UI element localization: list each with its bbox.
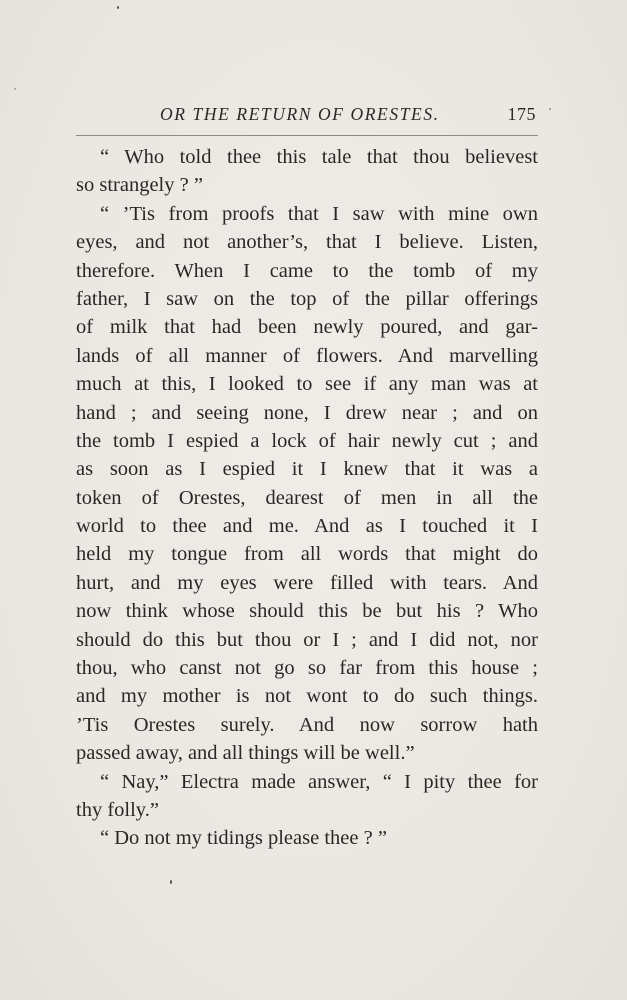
ink-speck — [170, 880, 172, 884]
text-line: father, I saw on the top of the pillar offerings — [76, 287, 538, 310]
ink-speck — [549, 108, 551, 110]
text-line: therefore. When I came to the tomb of my — [76, 259, 538, 282]
text-line: “ Do not my tidings please thee ? ” — [100, 827, 387, 850]
text-line: passed away, and all things will be well.” — [76, 742, 415, 765]
text-line: world to thee and me. And as I touched it I — [76, 515, 538, 538]
ink-speck — [14, 88, 16, 90]
text-line: should do this but thou or I ; and I did not, nor — [76, 628, 538, 651]
text-line: “ Nay,” Electra made answer, “ I pity thee for — [100, 770, 538, 793]
text-line: held my tongue from all words that might do — [76, 543, 538, 566]
text-line: hurt, and my eyes were filled with tears. And — [76, 571, 538, 594]
ink-speck — [117, 6, 119, 9]
text-line: lands of all manner of flowers. And marvelling — [76, 344, 538, 367]
header-rule — [76, 135, 538, 136]
text-line: eyes, and not another’s, that I believe. Listen, — [76, 231, 538, 254]
text-line: thou, who canst not go so far from this house ; — [76, 657, 538, 680]
text-line: hand ; and seeing none, I drew near ; and on — [76, 401, 538, 424]
text-line: now think whose should this be but his ? Who — [76, 600, 538, 623]
text-line: the tomb I espied a lock of hair newly cut ; and — [76, 429, 538, 452]
text-line: of milk that had been newly poured, and gar- — [76, 316, 538, 339]
text-line: as soon as I espied it I knew that it was a — [76, 458, 538, 481]
body-text — [76, 143, 538, 853]
text-line: token of Orestes, dearest of men in all the — [76, 486, 538, 509]
running-head — [76, 100, 538, 128]
text-line: thy folly.” — [76, 798, 159, 821]
text-line: and my mother is not wont to do such things. — [76, 685, 538, 708]
text-line: “ ’Tis from proofs that I saw with mine own — [100, 202, 538, 225]
text-line: so strangely ? ” — [76, 174, 203, 197]
text-line: “ Who told thee this tale that thou believest — [100, 146, 538, 168]
page-number: 175 — [507, 104, 536, 124]
text-line: much at this, I looked to see if any man was at — [76, 373, 538, 396]
running-title: OR THE RETURN OF ORESTES. — [160, 104, 440, 124]
text-line: ’Tis Orestes surely. And now sorrow hath — [76, 713, 538, 736]
